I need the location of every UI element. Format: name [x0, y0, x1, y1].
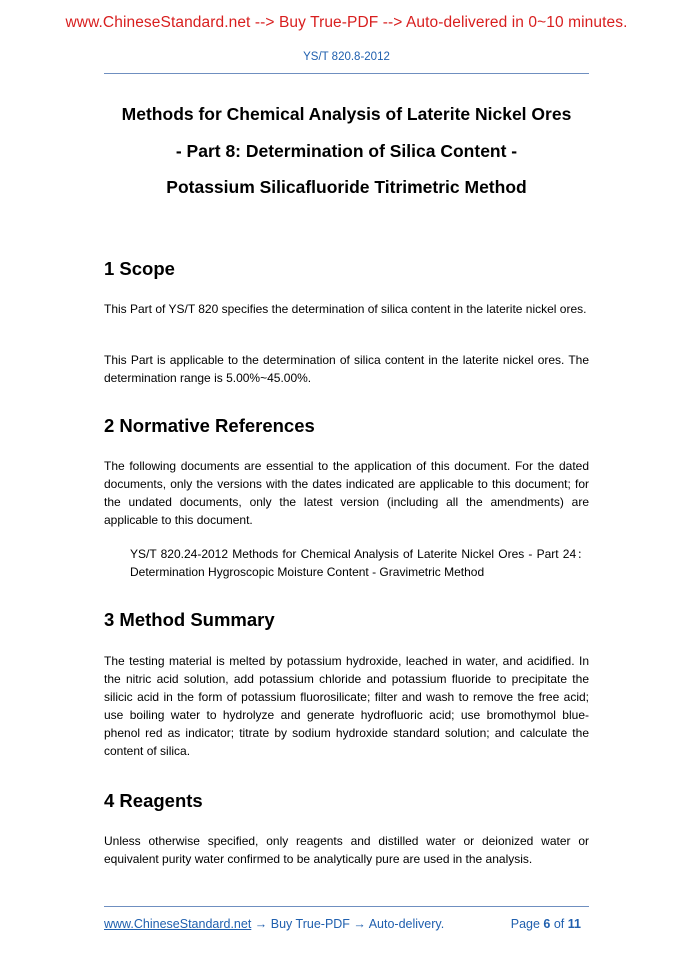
standard-code: YS/T 820.8-2012: [303, 51, 390, 63]
footer-divider: [104, 906, 589, 907]
section-heading-normative-references: 2 Normative References: [104, 415, 315, 436]
section-heading-method-summary: 3 Method Summary: [104, 609, 275, 630]
page-total: 11: [567, 917, 581, 931]
normative-paragraph: The following documents are essential to the application of this document. For the dated documents, only the versions with the dates indicated are applicable to this document; for the undated documents, only the latest version (including all the amendments) are applicable to this document.: [104, 459, 589, 527]
scope-paragraph-1: This Part of YS/T 820 specifies the determination of silica content in the laterite nickel ores.: [104, 302, 587, 316]
doc-title-line-3: Potassium Silicafluoride Titrimetric Method: [166, 177, 527, 197]
top-banner-link[interactable]: www.ChineseStandard.net --> Buy True-PDF --> Auto-delivered in 0~10 minutes.: [65, 14, 628, 31]
footer-site-link[interactable]: www.ChineseStandard.net: [104, 917, 252, 931]
doc-title-line-2: - Part 8: Determination of Silica Content -: [175, 141, 518, 161]
section-heading-scope: 1 Scope: [104, 258, 175, 279]
page-number: 6: [543, 917, 551, 931]
scope-paragraph-2: This Part is applicable to the determination of silica content in the laterite nickel ores. The determination range is 5.00%~45.00%.: [104, 353, 589, 385]
footer-delivery-text: → Buy True-PDF → Auto-delivery.: [251, 917, 445, 931]
header-divider: [104, 73, 589, 74]
page-indicator: [511, 917, 581, 931]
page-footer: [104, 917, 589, 933]
doc-title-line-1: Methods for Chemical Analysis of Laterite Nickel Ores: [121, 104, 572, 124]
reagents-paragraph: Unless otherwise specified, only reagents and distilled water or deionized water or equivalent purity water confirmed to be analytically pure are used in the analysis.: [104, 834, 589, 866]
section-heading-reagents: 4 Reagents: [104, 790, 203, 811]
method-summary-paragraph: The testing material is melted by potassium hydroxide, leached in water, and acidified. In the nitric acid solution, add potassium chloride and potassium fluoride to precipitate the silicic acid in the form of potassium fluorosilicate; filter and wash to remove the free acid; use boiling water to hydrolyze and generate hydrofluoric acid; use bromothymol blue-phenol red as indicator; titrate by sodium hydroxide standard solution; and calculate the content of silica.: [104, 654, 589, 758]
normative-reference-item: YS/T 820.24-2012 Methods for Chemical Analysis of Laterite Nickel Ores - Part 24： Determination Hygroscopic Moisture Content - Gravimetric Method: [130, 547, 589, 579]
page-label: Page: [510, 917, 540, 931]
page-of-label: of: [553, 917, 565, 931]
